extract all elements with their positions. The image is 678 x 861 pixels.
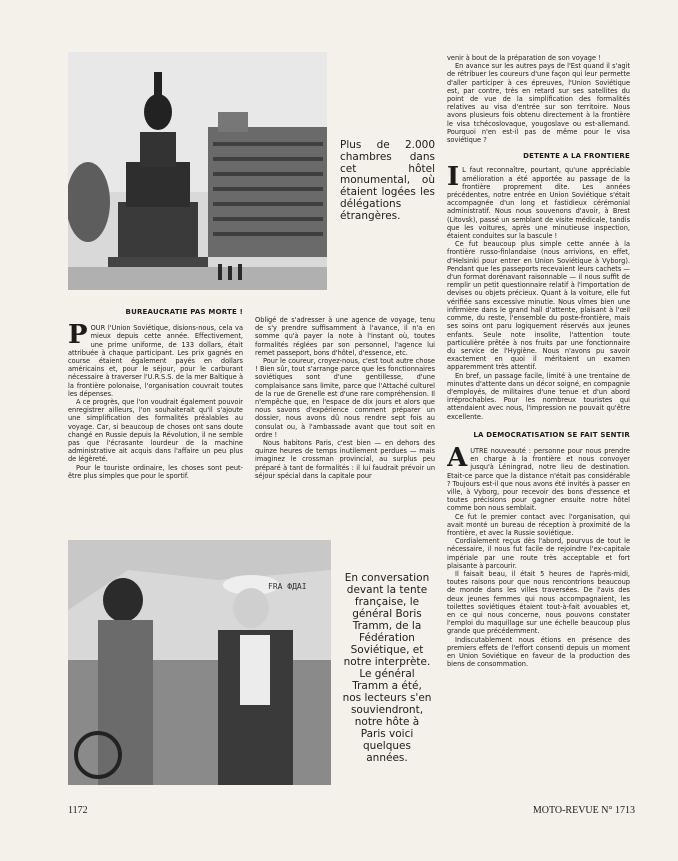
drop-cap-a: A: [447, 442, 468, 473]
col2-paragraph-2: Pour le coureur, croyez-nous, c'est tout autre chose ! Bien sûr, tout s'arrange parce que les fonctionnaires soviétiques sont d'une gentillesse, d'une complaisance sans limite, parce que l'Attaché culturel de la rue de Grenelle est d'une rare compréhension. Il n'empêche que, en l'espace de dix jours et alors que nous savons d'expérience comment préparer un dossier, nous avons dû nous rendre sept fois au consulat ou, à l'ambassade avant que tout soit en ordre !: [255, 357, 435, 439]
page-number: 1172: [68, 805, 88, 816]
col1-paragraph-1: OUR l'Union Soviétique, disions-nous, cela va mieux depuis cette année. Effectivement, une prime uniforme, de 133 dollars, était attribuée à chaque participant. Les prix gagnés en course étaient également payés en dollars américains et, pour le séjour, pour le carburant nécessaire à traverser l'U.R.S.S. de la mer Baltique à la frontière polonaise, l'organisation couvrait toutes les dépenses.: [68, 324, 243, 398]
col3-paragraph-6: UTRE nouveauté : personne pour nous prendre en charge à la frontière et nous convoyer jusqu'à Léningrad, notre lieu de destination. Etait-ce parce que la distance n'était pas considérable ? Toujours est-il que nous avons été invités à passer en ville, à Vyborg, pour recevoir des bons d'essence et toutes précisions pour gagner ensuite notre hôtel comme bon nous semblait.: [447, 446, 630, 513]
col3-paragraph-5: En bref, un passage facile, limité à une trentaine de minutes d'attente dans un décor soigné, en compagnie d'employés, de militaires d'une tenue et d'un abord irréprochables. Pour les nombreux touristes qui attendaient avec nous, l'impression ne pouvait qu'être excellente.: [447, 371, 630, 421]
col3-paragraph-8: Cordialement reçus dès l'abord, pourvus de tout le nécessaire, il nous fut facile de rejoindre l'ex-capitale impériale par une route très acceptable et fort plaisante à parcourir.: [447, 537, 630, 570]
bottom-photo-caption: En conversation devant la tente française, le général Boris Tramm, de la Fédération Soviétique, et notre interprète. Le général Tramm a été, nos lecteurs s'en souviendront, notre hôte à Paris voici quelques années.: [342, 572, 432, 764]
hotel-monument-photo: [68, 52, 327, 290]
magazine-issue: MOTO-REVUE N° 1713: [532, 805, 635, 816]
tent-sign-text: FRA ФДАІ: [268, 582, 307, 591]
col3-paragraph-4: Ce fut beaucoup plus simple cette année à la frontière russo-finlandaise (nous arrivions, en effet, d'Helsinki pour entrer en Union Soviétique à Vyborg). Pendant que les passeports recevaient leurs cachets — d'un format dorénavant raisonnable — il nous suffit de remplir un petit questionnaire relatif à l'importation de devises ou objets précieux. Quant à la voiture, elle fut vérifiée sans excessive minutie. Nous vîmes bien une infirmière dans le grand hall d'attente, plaisant à l'œil comme, du reste, l'ensemble du poste-frontière, mais ses soins ont paru logiquement réservés aux jeunes enfants. Seule note insolite, l'attention toute particulière prêtée à nos fruits par une fonctionnaire du service de l'Hygiène. Nous n'avons pu savoir exactement en quoi il méritaient un examen apparemment très attentif.: [447, 240, 630, 372]
section-heading-detente: DETENTE A LA FRONTIERE: [523, 152, 630, 161]
col1-paragraph-2: A ce progrès, que l'on voudrait également pouvoir enregistrer ailleurs, l'on souhaiterait qu'il s'ajoute une simplification des formalités préalables au voyage. Car, si beaucoup de choses ont sans doute changé en Russie depuis la Révolution, il ne semble pas que l'écrasante lourdeur de la machine administrative ait acquis dans l'affaire un peu plus de légèreté.: [68, 398, 243, 464]
drop-cap-p: P: [68, 320, 88, 351]
col3-paragraph-7: Ce fut le premier contact avec l'organisation, qui avait monté un bureau de réception à proximité de la frontière, et avec la Russie soviétique.: [447, 512, 630, 537]
col1-paragraph-3: Pour le touriste ordinaire, les choses sont peut-être plus simples que pour le sportif.: [68, 463, 243, 480]
col2-paragraph-1: Obligé de s'adresser à une agence de voyage, tenu de s'y prendre suffisamment à l'avance, il n'a en somme qu'à payer la note à l'instant où, toutes formalités réglées par son personnel, l'agence lui remet passeport, bons d'hôtel, d'essence, etc.: [255, 316, 435, 357]
section-heading-bureaucratie: BUREAUCRATIE PAS MORTE !: [125, 308, 243, 316]
tent-conversation-photo: [68, 540, 331, 785]
column-2: [255, 316, 435, 531]
drop-cap-i: I: [447, 162, 460, 193]
top-photo-caption: Plus de 2.000 chambres dans cet hôtel monumental, où étaient logées les délégations étrangères.: [340, 139, 435, 222]
col3-paragraph-10: Indiscutablement nous étions en présence des premiers effets de l'effort consenti depuis un moment en Union Soviétique en faveur de la production des biens de consommation.: [447, 635, 630, 669]
col3-paragraph-1: venir à bout de la préparation de son voyage !: [447, 54, 601, 62]
col3-paragraph-2: En avance sur les autres pays de l'Est quand il s'agit de rétribuer les coureurs d'une façon qui leur permette d'aller participer à ces épreuves, l'Union Soviétique est, par contre, très en retard sur ses satellites du point de vue de la simplification des formalités relatives au visa d'entrée sur son territoire. Nous avons plusieurs fois obtenu directement à la frontière le visa tchécoslovaque, yougoslave ou est-allemand. Pourquoi n'en est-il pas de même pour le visa soviétique ?: [447, 62, 630, 145]
col3-paragraph-3: L faut reconnaître, pourtant, qu'une appréciable amélioration a été apportée au passage de la frontière proprement dite. Les années précédentes, notre entrée en Union Soviétique s'était accompagnée d'un long et fastidieux cérémonial administratif. Nous nous souvenons d'avoir, à Brest (Litovsk), passé un semblant de visite médicale, tandis que les voitures, après une minutieuse inspection, étaient conduites sur la bascule !: [447, 166, 630, 241]
col3-paragraph-9: Il faisait beau, il était 5 heures de l'après-midi, toutes raisons pour que nous rencontrions beaucoup de monde dans les villes traversées. De l'avis des deux jeunes femmes qui nous accompagnaient, les toilettes soviétiques étaient tout-à-fait avouables et, en ce qui nous concerne, nous pouvons constater l'emploi du maquillage sur une échelle beaucoup plus grande que précédemment.: [447, 569, 630, 636]
col2-paragraph-3: Nous habitons Paris, c'est bien — en dehors des quinze heures de temps inutilement perdues — mais imaginez le crossman provincial, au surplus peu préparé à tant de formalités : il lui faudrait prévoir un séjour spécial dans la capitale pour: [255, 439, 435, 480]
column-1: [68, 308, 243, 533]
section-heading-democratisation: LA DEMOCRATISATION SE FAIT SENTIR: [473, 430, 630, 439]
column-3: [447, 54, 630, 799]
